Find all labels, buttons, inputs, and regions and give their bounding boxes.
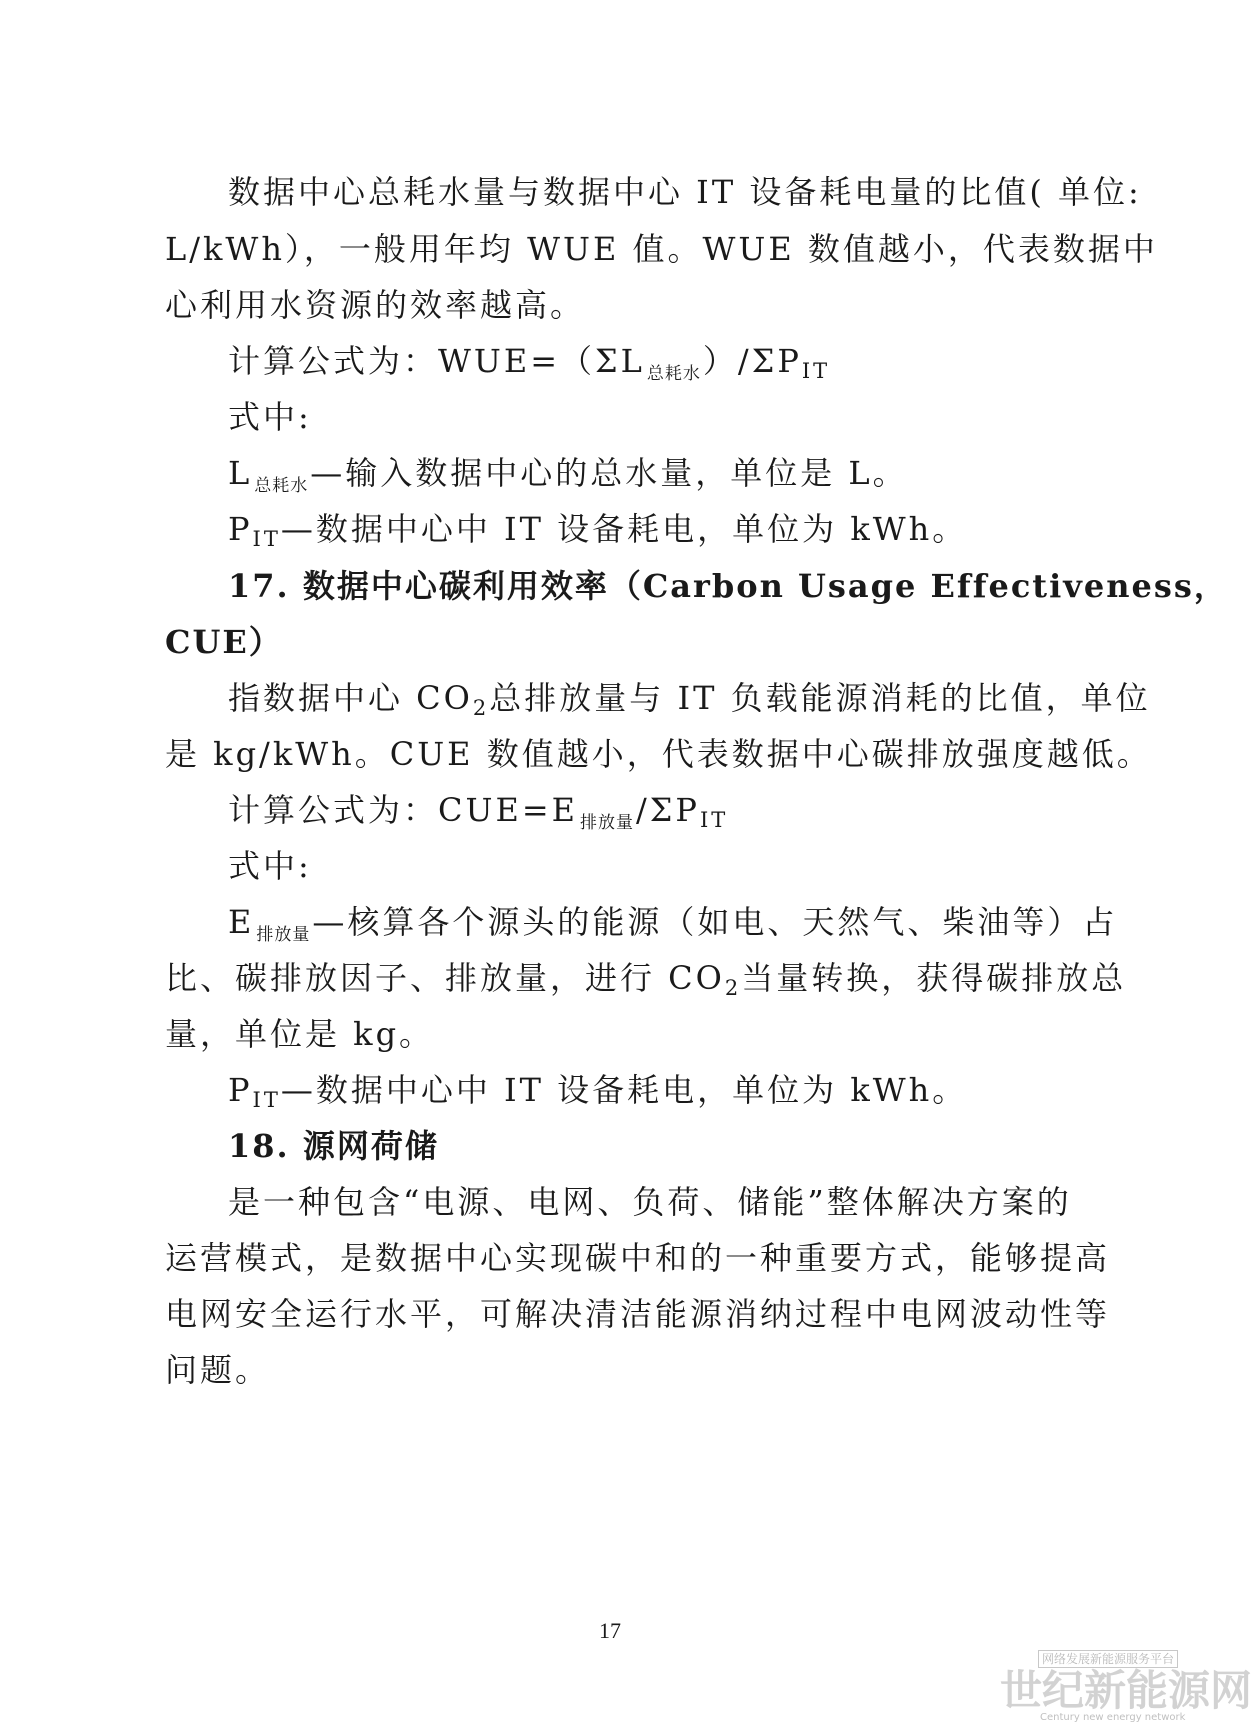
wue-formula: 计算公式为：WUE=（ΣL $_{总耗水}$）/ΣPIT <box>228 342 831 384</box>
paragraph-line: 指数据中心 CO2总排放量与 IT 负载能源消耗的比值，单位 <box>228 679 1151 720</box>
watermark-english: Century new energy network <box>1040 1712 1186 1723</box>
paragraph-line: 是一种包含“电源、电网、负荷、储能”整体解决方案的 <box>228 1183 1072 1221</box>
paragraph-line: 是 kg/kWh。CUE 数值越小，代表数据中心碳排放强度越低。 <box>165 735 1152 773</box>
watermark-tag: 网络发展新能源服务平台 <box>1038 1650 1178 1668</box>
definition-L: L $_{总耗水}$—输入数据中心的总水量，单位是 L。 <box>228 454 908 496</box>
paragraph-line: 量，单位是 kg。 <box>165 1015 435 1053</box>
paragraph-line: 比、碳排放因子、排放量，进行 CO2当量转换，获得碳排放总 <box>165 959 1127 1000</box>
section-heading-18: 18. 源网荷储 <box>228 1127 439 1165</box>
cue-formula: 计算公式为：CUE=E $_{排放量}$/ΣPIT <box>228 791 729 833</box>
page-number: 17 <box>599 1618 621 1643</box>
watermark-logo: 世纪新能源网 <box>1000 1666 1252 1715</box>
paragraph-line: L/kWh），一般用年均 WUE 值。WUE 数值越小，代表数据中 <box>165 230 1158 268</box>
definition-P: PIT—数据中心中 IT 设备耗电，单位为 kWh。 <box>228 1071 968 1112</box>
paragraph-line: 电网安全运行水平，可解决清洁能源消纳过程中电网波动性等 <box>165 1295 1111 1333</box>
where-label: 式中: <box>228 398 312 436</box>
paragraph-line: 心利用水资源的效率越高。 <box>165 286 586 324</box>
paragraph-line: 数据中心总耗水量与数据中心 IT 设备耗电量的比值( 单位: <box>228 173 1142 211</box>
section-heading-17-cont: CUE） <box>165 623 283 661</box>
paragraph-line: 问题。 <box>165 1351 271 1389</box>
definition-P: PIT—数据中心中 IT 设备耗电，单位为 kWh。 <box>228 510 968 551</box>
where-label: 式中: <box>228 847 312 885</box>
definition-E: E $_{排放量}$—核算各个源头的能源（如电、天然气、柴油等）占 <box>228 903 1118 945</box>
paragraph-line: 运营模式，是数据中心实现碳中和的一种重要方式，能够提高 <box>165 1239 1111 1277</box>
section-heading-17: 17. 数据中心碳利用效率（Carbon Usage Effectiveness， <box>228 567 1228 605</box>
